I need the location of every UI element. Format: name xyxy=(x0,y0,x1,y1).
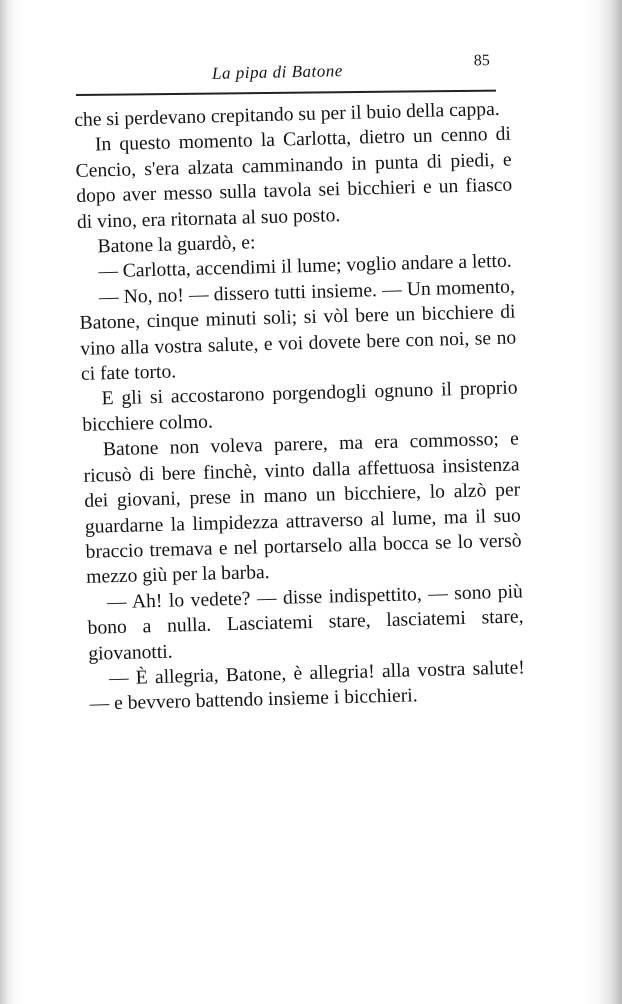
page-left-edge-shadow xyxy=(0,0,14,1004)
body-text xyxy=(74,97,526,718)
paragraph: — No, no! — dissero tutti insieme. — Un momento, Batone, cinque minuti soli; si vòl bere un bicchiere di vino alla vostra salute, e voi dovete bere con noi, se no ci fate torto. xyxy=(79,276,517,385)
paragraph: Batone la guardò, e: xyxy=(97,232,256,258)
paragraph: — È allegria, Batone, è allegria! alla vostra salute! — e bevvero battendo insieme i bicchieri. xyxy=(89,657,526,716)
header-rule xyxy=(76,90,496,96)
paragraph: E gli si accostarono porgendogli ognuno il proprio bicchiere colmo. xyxy=(82,377,518,436)
page-right-edge-shadow xyxy=(600,0,622,1004)
page-number: 85 xyxy=(473,52,491,70)
paragraph: — Carlotta, accendimi il lume; voglio andare a letto. xyxy=(98,251,512,283)
running-title: La pipa di Batone xyxy=(211,61,344,83)
paragraph: In questo momento la Carlotta, dietro un cenno di Cencio, s'era alzata camminando in punta di piedi, e dopo aver messo sulla tavola sei bicchieri e un fiasco di vino, era ritornata al suo posto. xyxy=(75,123,513,233)
paragraph-continuation: che si perdevano crepitando su per il buio della cappa. xyxy=(74,98,500,131)
paragraph: Batone non voleva parere, ma era commosso; e ricusò di bere finchè, vinto dalla affettuosa insistenza dei giovani, prese in mano un bicchiere, lo alzò per guardarne la limpidezza attraverso al lume, ma il suo braccio tremava e nel portarselo alla bocca se lo versò mezzo giù per la barba. xyxy=(83,428,522,589)
paragraph: — Ah! lo vedete? — disse indispettito, — sono più bono a nulla. Lasciatemi stare, lasciatemi stare, giovanotti. xyxy=(87,581,524,665)
running-head xyxy=(0,50,582,92)
